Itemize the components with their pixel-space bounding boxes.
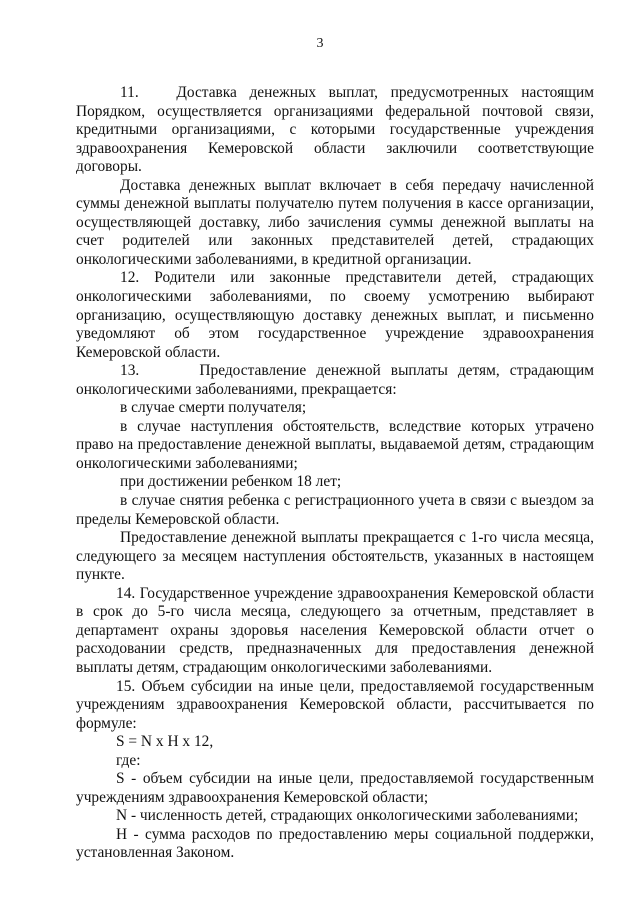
paragraph-14-report: 14. Государственное учреждение здравоохранения Кемеровской области в срок до 5-го числа месяца, следующего за отчетным, представляет в департамент охраны здоровья населения Кемеровской области отчет о расходовании средств, предназначенных для предоставления денежной выплаты детям, страдающим онкологическими заболеваниями. — [76, 584, 594, 676]
paragraph-delivery-details: Доставка денежных выплат включает в себя передачу начисленной суммы денежной выплаты получателю путем получения в кассе организации, осуществляющей доставку, либо зачисления суммы денежной выплаты на счет родителей или законных представителей детей, страдающих онкологическими заболеваниями, в кредитной организации. — [76, 176, 594, 268]
document-body — [76, 84, 594, 863]
formula-definition-s: S - объем субсидии на иные цели, предоставляемой государственным учреждениям здравоохранения Кемеровской области; — [76, 770, 594, 806]
termination-case-relocation: в случае снятия ребенка с регистрационного учета в связи с выездом за пределы Кемеровской области. — [76, 492, 594, 528]
termination-case-loss-of-right: в случае наступления обстоятельств, вследствие которых утрачено право на предоставление денежной выплаты, выдаваемой детям, страдающим онкологическими заболеваниями; — [76, 417, 594, 472]
paragraph-15-subsidy: 15. Объем субсидии на иные цели, предоставляемой государственным учреждениям здравоохранения Кемеровской области, рассчитывается по формуле: — [76, 677, 594, 732]
formula-definition-h: H - сумма расходов по предоставлению меры социальной поддержки, установленная Законом. — [76, 825, 594, 862]
termination-case-age: при достижении ребенком 18 лет; — [120, 473, 342, 491]
paragraph-11-delivery: 11. Доставка денежных выплат, предусмотренных настоящим Порядком, осуществляется организациями федеральной почтовой связи, кредитными организациями, с которыми государственные учреждения здравоохранения Кемеровской области заключили соответствующие договоры. — [76, 84, 594, 176]
page-number: 3 — [316, 36, 324, 51]
formula-definition-n: N - численность детей, страдающих онкологическими заболеваниями; — [116, 807, 579, 825]
formula-where-label: где: — [116, 751, 141, 769]
paragraph-termination-date: Предоставление денежной выплаты прекращается с 1-го числа месяца, следующего за месяцем наступления обстоятельств, указанных в настоящем пункте. — [76, 529, 594, 584]
paragraph-13-termination: 13. Предоставление денежной выплаты детям, страдающим онкологическими заболеваниями, прекращается: — [76, 362, 594, 398]
paragraph-12-choice: 12. Родители или законные представители детей, страдающих онкологическими заболеваниями, по своему усмотрению выбирают организацию, осуществляющую доставку денежных выплат, и письменно уведомляют об этом государственное учреждение здравоохранения Кемеровской области. — [76, 269, 594, 361]
termination-case-death: в случае смерти получателя; — [120, 399, 307, 417]
subsidy-formula: S = N x H x 12, — [116, 733, 214, 751]
